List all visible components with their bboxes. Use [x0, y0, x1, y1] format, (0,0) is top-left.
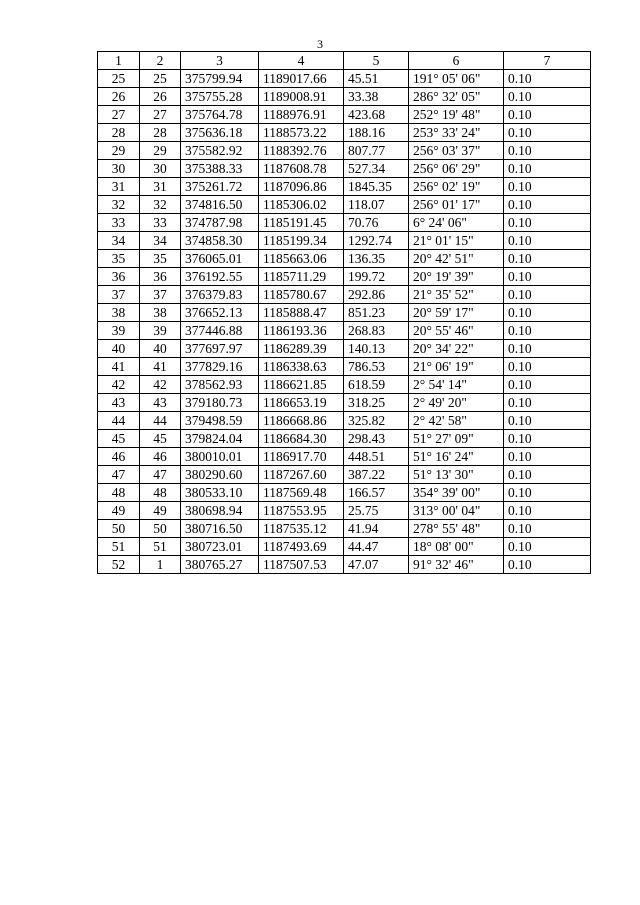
direction-angle-cell: 354° 39' 00" — [409, 484, 504, 502]
x-coordinate-cell: 374787.98 — [181, 214, 259, 232]
point-number-cell: 46 — [140, 448, 181, 466]
row-number-cell: 33 — [98, 214, 140, 232]
length-cell: 851.23 — [344, 304, 409, 322]
row-number-cell: 36 — [98, 268, 140, 286]
table-header-row — [98, 52, 591, 70]
direction-angle-cell: 256° 03' 37" — [409, 142, 504, 160]
length-cell: 70.76 — [344, 214, 409, 232]
row-number-cell: 51 — [98, 538, 140, 556]
x-coordinate-cell: 374858.30 — [181, 232, 259, 250]
direction-angle-cell: 191° 05' 06" — [409, 70, 504, 88]
y-coordinate-cell: 1189017.66 — [259, 70, 344, 88]
point-number-cell: 40 — [140, 340, 181, 358]
column-header-5: 5 — [344, 52, 409, 70]
table-row — [98, 484, 591, 502]
x-coordinate-cell: 375799.94 — [181, 70, 259, 88]
row-number-cell: 27 — [98, 106, 140, 124]
error-cell: 0.10 — [504, 70, 591, 88]
x-coordinate-cell: 377446.88 — [181, 322, 259, 340]
direction-angle-cell: 21° 35' 52" — [409, 286, 504, 304]
table-row — [98, 142, 591, 160]
error-cell: 0.10 — [504, 466, 591, 484]
table-row — [98, 70, 591, 88]
point-number-cell: 33 — [140, 214, 181, 232]
row-number-cell: 44 — [98, 412, 140, 430]
x-coordinate-cell: 375755.28 — [181, 88, 259, 106]
row-number-cell: 30 — [98, 160, 140, 178]
table-row — [98, 466, 591, 484]
point-number-cell: 34 — [140, 232, 181, 250]
direction-angle-cell: 91° 32' 46" — [409, 556, 504, 574]
error-cell: 0.10 — [504, 376, 591, 394]
y-coordinate-cell: 1186338.63 — [259, 358, 344, 376]
direction-angle-cell: 21° 01' 15" — [409, 232, 504, 250]
coordinates-table — [97, 51, 591, 574]
direction-angle-cell: 286° 32' 05" — [409, 88, 504, 106]
x-coordinate-cell: 379498.59 — [181, 412, 259, 430]
row-number-cell: 46 — [98, 448, 140, 466]
direction-angle-cell: 20° 59' 17" — [409, 304, 504, 322]
page-number: 3 — [317, 37, 323, 51]
x-coordinate-cell: 380723.01 — [181, 538, 259, 556]
row-number-cell: 41 — [98, 358, 140, 376]
x-coordinate-cell: 376652.13 — [181, 304, 259, 322]
point-number-cell: 48 — [140, 484, 181, 502]
direction-angle-cell: 20° 42' 51" — [409, 250, 504, 268]
y-coordinate-cell: 1188976.91 — [259, 106, 344, 124]
row-number-cell: 25 — [98, 70, 140, 88]
length-cell: 188.16 — [344, 124, 409, 142]
table-row — [98, 376, 591, 394]
length-cell: 448.51 — [344, 448, 409, 466]
error-cell: 0.10 — [504, 178, 591, 196]
error-cell: 0.10 — [504, 214, 591, 232]
length-cell: 387.22 — [344, 466, 409, 484]
point-number-cell: 30 — [140, 160, 181, 178]
y-coordinate-cell: 1188573.22 — [259, 124, 344, 142]
row-number-cell: 45 — [98, 430, 140, 448]
row-number-cell: 39 — [98, 322, 140, 340]
row-number-cell: 40 — [98, 340, 140, 358]
error-cell: 0.10 — [504, 286, 591, 304]
y-coordinate-cell: 1185663.06 — [259, 250, 344, 268]
row-number-cell: 47 — [98, 466, 140, 484]
y-coordinate-cell: 1185780.67 — [259, 286, 344, 304]
table-row — [98, 214, 591, 232]
row-number-cell: 32 — [98, 196, 140, 214]
y-coordinate-cell: 1187553.95 — [259, 502, 344, 520]
length-cell: 44.47 — [344, 538, 409, 556]
length-cell: 1845.35 — [344, 178, 409, 196]
length-cell: 423.68 — [344, 106, 409, 124]
error-cell: 0.10 — [504, 484, 591, 502]
row-number-cell: 31 — [98, 178, 140, 196]
direction-angle-cell: 256° 02' 19" — [409, 178, 504, 196]
x-coordinate-cell: 375261.72 — [181, 178, 259, 196]
x-coordinate-cell: 374816.50 — [181, 196, 259, 214]
x-coordinate-cell: 376379.83 — [181, 286, 259, 304]
x-coordinate-cell: 375388.33 — [181, 160, 259, 178]
row-number-cell: 38 — [98, 304, 140, 322]
error-cell: 0.10 — [504, 304, 591, 322]
x-coordinate-cell: 375582.92 — [181, 142, 259, 160]
y-coordinate-cell: 1186621.85 — [259, 376, 344, 394]
length-cell: 136.35 — [344, 250, 409, 268]
error-cell: 0.10 — [504, 394, 591, 412]
point-number-cell: 25 — [140, 70, 181, 88]
y-coordinate-cell: 1186684.30 — [259, 430, 344, 448]
table-row — [98, 124, 591, 142]
table-body — [98, 70, 591, 574]
point-number-cell: 45 — [140, 430, 181, 448]
length-cell: 1292.74 — [344, 232, 409, 250]
x-coordinate-cell: 380765.27 — [181, 556, 259, 574]
length-cell: 140.13 — [344, 340, 409, 358]
table-row — [98, 340, 591, 358]
point-number-cell: 50 — [140, 520, 181, 538]
x-coordinate-cell: 379180.73 — [181, 394, 259, 412]
table-row — [98, 358, 591, 376]
row-number-cell: 35 — [98, 250, 140, 268]
direction-angle-cell: 252° 19' 48" — [409, 106, 504, 124]
row-number-cell: 50 — [98, 520, 140, 538]
x-coordinate-cell: 380010.01 — [181, 448, 259, 466]
y-coordinate-cell: 1185711.29 — [259, 268, 344, 286]
y-coordinate-cell: 1187507.53 — [259, 556, 344, 574]
point-number-cell: 41 — [140, 358, 181, 376]
point-number-cell: 36 — [140, 268, 181, 286]
point-number-cell: 29 — [140, 142, 181, 160]
error-cell: 0.10 — [504, 322, 591, 340]
error-cell: 0.10 — [504, 196, 591, 214]
row-number-cell: 52 — [98, 556, 140, 574]
table-row — [98, 268, 591, 286]
row-number-cell: 28 — [98, 124, 140, 142]
row-number-cell: 48 — [98, 484, 140, 502]
y-coordinate-cell: 1187096.86 — [259, 178, 344, 196]
length-cell: 166.57 — [344, 484, 409, 502]
y-coordinate-cell: 1187267.60 — [259, 466, 344, 484]
column-header-3: 3 — [181, 52, 259, 70]
table-row — [98, 322, 591, 340]
length-cell: 25.75 — [344, 502, 409, 520]
table-row — [98, 394, 591, 412]
error-cell: 0.10 — [504, 106, 591, 124]
error-cell: 0.10 — [504, 232, 591, 250]
direction-angle-cell: 253° 33' 24" — [409, 124, 504, 142]
row-number-cell: 29 — [98, 142, 140, 160]
column-header-4: 4 — [259, 52, 344, 70]
direction-angle-cell: 51° 27' 09" — [409, 430, 504, 448]
table-row — [98, 178, 591, 196]
y-coordinate-cell: 1185199.34 — [259, 232, 344, 250]
row-number-cell: 34 — [98, 232, 140, 250]
y-coordinate-cell: 1186917.70 — [259, 448, 344, 466]
length-cell: 318.25 — [344, 394, 409, 412]
x-coordinate-cell: 380698.94 — [181, 502, 259, 520]
length-cell: 807.77 — [344, 142, 409, 160]
row-number-cell: 42 — [98, 376, 140, 394]
table-row — [98, 88, 591, 106]
direction-angle-cell: 6° 24' 06" — [409, 214, 504, 232]
table-row — [98, 106, 591, 124]
column-header-1: 1 — [98, 52, 140, 70]
error-cell: 0.10 — [504, 448, 591, 466]
y-coordinate-cell: 1186653.19 — [259, 394, 344, 412]
table-row — [98, 304, 591, 322]
y-coordinate-cell: 1186668.86 — [259, 412, 344, 430]
error-cell: 0.10 — [504, 520, 591, 538]
length-cell: 41.94 — [344, 520, 409, 538]
length-cell: 45.51 — [344, 70, 409, 88]
length-cell: 527.34 — [344, 160, 409, 178]
table-row — [98, 160, 591, 178]
x-coordinate-cell: 376065.01 — [181, 250, 259, 268]
point-number-cell: 39 — [140, 322, 181, 340]
table-row — [98, 412, 591, 430]
y-coordinate-cell: 1186289.39 — [259, 340, 344, 358]
x-coordinate-cell: 377697.97 — [181, 340, 259, 358]
length-cell: 292.86 — [344, 286, 409, 304]
y-coordinate-cell: 1187569.48 — [259, 484, 344, 502]
table-row — [98, 538, 591, 556]
point-number-cell: 28 — [140, 124, 181, 142]
direction-angle-cell: 2° 49' 20" — [409, 394, 504, 412]
error-cell: 0.10 — [504, 340, 591, 358]
direction-angle-cell: 18° 08' 00" — [409, 538, 504, 556]
direction-angle-cell: 313° 00' 04" — [409, 502, 504, 520]
y-coordinate-cell: 1185191.45 — [259, 214, 344, 232]
x-coordinate-cell: 375764.78 — [181, 106, 259, 124]
y-coordinate-cell: 1185306.02 — [259, 196, 344, 214]
length-cell: 118.07 — [344, 196, 409, 214]
point-number-cell: 47 — [140, 466, 181, 484]
direction-angle-cell: 2° 54' 14" — [409, 376, 504, 394]
error-cell: 0.10 — [504, 556, 591, 574]
row-number-cell: 49 — [98, 502, 140, 520]
point-number-cell: 35 — [140, 250, 181, 268]
error-cell: 0.10 — [504, 124, 591, 142]
error-cell: 0.10 — [504, 412, 591, 430]
error-cell: 0.10 — [504, 502, 591, 520]
y-coordinate-cell: 1186193.36 — [259, 322, 344, 340]
error-cell: 0.10 — [504, 160, 591, 178]
table-row — [98, 286, 591, 304]
column-header-6: 6 — [409, 52, 504, 70]
point-number-cell: 31 — [140, 178, 181, 196]
y-coordinate-cell: 1187608.78 — [259, 160, 344, 178]
x-coordinate-cell: 375636.18 — [181, 124, 259, 142]
y-coordinate-cell: 1189008.91 — [259, 88, 344, 106]
direction-angle-cell: 21° 06' 19" — [409, 358, 504, 376]
length-cell: 47.07 — [344, 556, 409, 574]
column-header-7: 7 — [504, 52, 591, 70]
point-number-cell: 51 — [140, 538, 181, 556]
direction-angle-cell: 256° 01' 17" — [409, 196, 504, 214]
error-cell: 0.10 — [504, 358, 591, 376]
table-row — [98, 520, 591, 538]
point-number-cell: 49 — [140, 502, 181, 520]
x-coordinate-cell: 378562.93 — [181, 376, 259, 394]
direction-angle-cell: 20° 55' 46" — [409, 322, 504, 340]
error-cell: 0.10 — [504, 268, 591, 286]
point-number-cell: 32 — [140, 196, 181, 214]
y-coordinate-cell: 1185888.47 — [259, 304, 344, 322]
direction-angle-cell: 20° 34' 22" — [409, 340, 504, 358]
error-cell: 0.10 — [504, 88, 591, 106]
error-cell: 0.10 — [504, 250, 591, 268]
point-number-cell: 37 — [140, 286, 181, 304]
x-coordinate-cell: 377829.16 — [181, 358, 259, 376]
direction-angle-cell: 51° 13' 30" — [409, 466, 504, 484]
direction-angle-cell: 278° 55' 48" — [409, 520, 504, 538]
error-cell: 0.10 — [504, 142, 591, 160]
length-cell: 786.53 — [344, 358, 409, 376]
row-number-cell: 37 — [98, 286, 140, 304]
table-row — [98, 448, 591, 466]
point-number-cell: 43 — [140, 394, 181, 412]
x-coordinate-cell: 380533.10 — [181, 484, 259, 502]
direction-angle-cell: 2° 42' 58" — [409, 412, 504, 430]
point-number-cell: 27 — [140, 106, 181, 124]
y-coordinate-cell: 1187535.12 — [259, 520, 344, 538]
point-number-cell: 44 — [140, 412, 181, 430]
table-row — [98, 232, 591, 250]
length-cell: 618.59 — [344, 376, 409, 394]
x-coordinate-cell: 380716.50 — [181, 520, 259, 538]
table-row — [98, 556, 591, 574]
length-cell: 199.72 — [344, 268, 409, 286]
direction-angle-cell: 20° 19' 39" — [409, 268, 504, 286]
table-row — [98, 196, 591, 214]
x-coordinate-cell: 379824.04 — [181, 430, 259, 448]
direction-angle-cell: 51° 16' 24" — [409, 448, 504, 466]
row-number-cell: 43 — [98, 394, 140, 412]
table-row — [98, 430, 591, 448]
point-number-cell: 38 — [140, 304, 181, 322]
error-cell: 0.10 — [504, 430, 591, 448]
row-number-cell: 26 — [98, 88, 140, 106]
x-coordinate-cell: 380290.60 — [181, 466, 259, 484]
y-coordinate-cell: 1187493.69 — [259, 538, 344, 556]
table-row — [98, 250, 591, 268]
point-number-cell: 42 — [140, 376, 181, 394]
point-number-cell: 1 — [140, 556, 181, 574]
x-coordinate-cell: 376192.55 — [181, 268, 259, 286]
column-header-2: 2 — [140, 52, 181, 70]
direction-angle-cell: 256° 06' 29" — [409, 160, 504, 178]
length-cell: 325.82 — [344, 412, 409, 430]
length-cell: 298.43 — [344, 430, 409, 448]
length-cell: 33.38 — [344, 88, 409, 106]
error-cell: 0.10 — [504, 538, 591, 556]
y-coordinate-cell: 1188392.76 — [259, 142, 344, 160]
point-number-cell: 26 — [140, 88, 181, 106]
length-cell: 268.83 — [344, 322, 409, 340]
table-row — [98, 502, 591, 520]
